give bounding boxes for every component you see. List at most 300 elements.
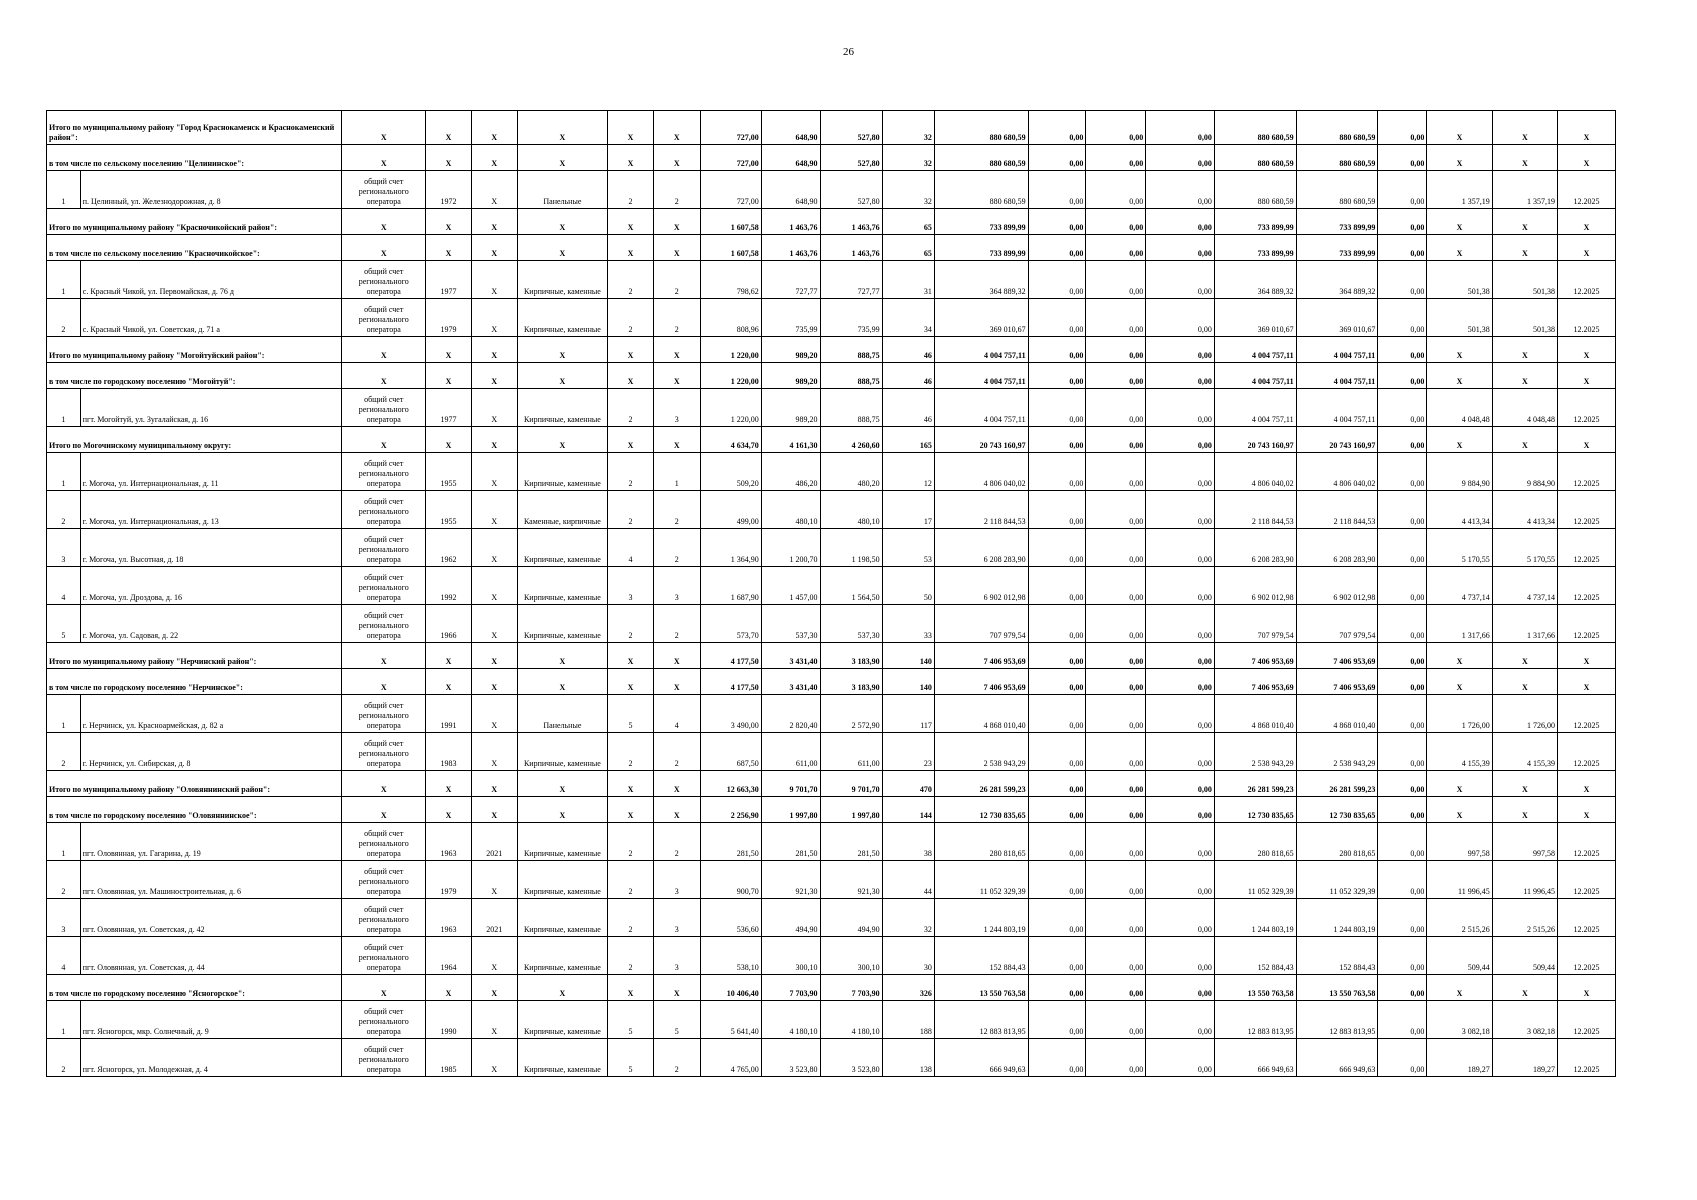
value-cell: X <box>653 643 700 669</box>
value-cell: 0,00 <box>1378 1039 1427 1077</box>
value-cell: 0,00 <box>1146 209 1215 235</box>
address-cell: г. Могоча, ул. Интернациональная, д. 13 <box>80 491 342 529</box>
value-cell: 26 281 599,23 <box>1214 771 1296 797</box>
value-cell: общий счет регионального оператора <box>342 1039 426 1077</box>
value-cell: 0,00 <box>1378 669 1427 695</box>
value-cell: 281,50 <box>761 823 820 861</box>
value-cell: X <box>342 235 426 261</box>
value-cell: 527,80 <box>820 145 882 171</box>
value-cell: X <box>608 427 654 453</box>
value-cell: 0,00 <box>1146 643 1215 669</box>
value-cell: общий счет регионального оператора <box>342 861 426 899</box>
value-cell: X <box>1492 797 1557 823</box>
value-cell: 7 406 953,69 <box>1214 669 1296 695</box>
value-cell: 0,00 <box>1146 823 1215 861</box>
value-cell: 0,00 <box>1028 389 1086 427</box>
value-cell: 4 806 040,02 <box>934 453 1028 491</box>
value-cell: 0,00 <box>1378 733 1427 771</box>
value-cell: X <box>653 427 700 453</box>
value-cell: 1 687,90 <box>700 567 761 605</box>
value-cell: X <box>471 567 517 605</box>
value-cell: 470 <box>882 771 934 797</box>
value-cell: 9 884,90 <box>1427 453 1492 491</box>
value-cell: 509,20 <box>700 453 761 491</box>
value-cell: X <box>426 975 472 1001</box>
value-cell: общий счет регионального оператора <box>342 695 426 733</box>
value-cell: 3 183,90 <box>820 643 882 669</box>
group-label: в том числе по сельскому поселению "Целининское": <box>47 145 342 171</box>
value-cell: 880 680,59 <box>1296 145 1378 171</box>
value-cell: 53 <box>882 529 934 567</box>
value-cell: X <box>426 145 472 171</box>
value-cell: 499,00 <box>700 491 761 529</box>
row-number: 2 <box>47 491 81 529</box>
value-cell: 0,00 <box>1146 733 1215 771</box>
value-cell: 0,00 <box>1028 567 1086 605</box>
value-cell: 34 <box>882 299 934 337</box>
value-cell: 140 <box>882 669 934 695</box>
value-cell: 5 <box>608 1001 654 1039</box>
value-cell: 3 431,40 <box>761 643 820 669</box>
value-cell: 4 868 010,40 <box>934 695 1028 733</box>
value-cell: 12.2025 <box>1558 1039 1616 1077</box>
value-cell: 4 004 757,11 <box>1214 363 1296 389</box>
value-cell: 33 <box>882 605 934 643</box>
value-cell: 1 457,00 <box>761 567 820 605</box>
building-row <box>47 899 1616 937</box>
value-cell: 2 <box>653 605 700 643</box>
value-cell: 0,00 <box>1146 171 1215 209</box>
value-cell: X <box>426 427 472 453</box>
value-cell: 7 406 953,69 <box>934 669 1028 695</box>
value-cell: X <box>608 337 654 363</box>
value-cell: 6 208 283,90 <box>1296 529 1378 567</box>
value-cell: X <box>342 427 426 453</box>
value-cell: 2 538 943,29 <box>1296 733 1378 771</box>
value-cell: 138 <box>882 1039 934 1077</box>
row-number: 2 <box>47 733 81 771</box>
summary-row <box>47 337 1616 363</box>
value-cell: 20 743 160,97 <box>1296 427 1378 453</box>
value-cell: 0,00 <box>1146 797 1215 823</box>
value-cell: X <box>1492 669 1557 695</box>
value-cell: 0,00 <box>1378 363 1427 389</box>
value-cell: 1 244 803,19 <box>934 899 1028 937</box>
value-cell: 2 <box>608 171 654 209</box>
value-cell: 538,10 <box>700 937 761 975</box>
value-cell: 989,20 <box>761 363 820 389</box>
value-cell: 1963 <box>426 823 472 861</box>
value-cell: 6 902 012,98 <box>934 567 1028 605</box>
value-cell: 3 082,18 <box>1492 1001 1557 1039</box>
value-cell: 733 899,99 <box>1296 209 1378 235</box>
value-cell: 5 <box>653 1001 700 1039</box>
summary-row <box>47 111 1616 145</box>
value-cell: X <box>426 235 472 261</box>
value-cell: 12.2025 <box>1558 861 1616 899</box>
value-cell: 0,00 <box>1028 427 1086 453</box>
value-cell: X <box>608 669 654 695</box>
value-cell: X <box>608 209 654 235</box>
value-cell: X <box>1427 337 1492 363</box>
value-cell: 0,00 <box>1028 899 1086 937</box>
value-cell: 480,10 <box>761 491 820 529</box>
value-cell: 20 743 160,97 <box>1214 427 1296 453</box>
value-cell: 1 200,70 <box>761 529 820 567</box>
value-cell: 0,00 <box>1028 299 1086 337</box>
row-number: 1 <box>47 171 81 209</box>
value-cell: 648,90 <box>761 145 820 171</box>
value-cell: 1 220,00 <box>700 337 761 363</box>
value-cell: общий счет регионального оператора <box>342 823 426 861</box>
value-cell: 1955 <box>426 491 472 529</box>
value-cell: Кирпичные, каменные <box>517 605 607 643</box>
value-cell: 687,50 <box>700 733 761 771</box>
value-cell: 0,00 <box>1086 733 1146 771</box>
value-cell: 12.2025 <box>1558 823 1616 861</box>
value-cell: X <box>471 299 517 337</box>
summary-row <box>47 145 1616 171</box>
value-cell: X <box>1492 427 1557 453</box>
value-cell: X <box>1492 975 1557 1001</box>
building-row <box>47 453 1616 491</box>
summary-row <box>47 771 1616 797</box>
value-cell: X <box>517 643 607 669</box>
value-cell: X <box>471 771 517 797</box>
address-cell: г. Могоча, ул. Садовая, д. 22 <box>80 605 342 643</box>
value-cell: 0,00 <box>1086 771 1146 797</box>
value-cell: 0,00 <box>1086 899 1146 937</box>
value-cell: 611,00 <box>820 733 882 771</box>
value-cell: X <box>426 111 472 145</box>
value-cell: Кирпичные, каменные <box>517 1039 607 1077</box>
value-cell: 12.2025 <box>1558 491 1616 529</box>
value-cell: 1983 <box>426 733 472 771</box>
value-cell: 152 884,43 <box>934 937 1028 975</box>
value-cell: 0,00 <box>1378 235 1427 261</box>
value-cell: 2 118 844,53 <box>934 491 1028 529</box>
value-cell: 648,90 <box>761 111 820 145</box>
value-cell: X <box>608 111 654 145</box>
value-cell: 3 082,18 <box>1427 1001 1492 1039</box>
value-cell: X <box>653 771 700 797</box>
value-cell: X <box>1558 337 1616 363</box>
value-cell: 2 <box>608 299 654 337</box>
value-cell: 26 281 599,23 <box>1296 771 1378 797</box>
value-cell: X <box>342 337 426 363</box>
value-cell: 0,00 <box>1146 669 1215 695</box>
value-cell: 0,00 <box>1378 797 1427 823</box>
row-number: 1 <box>47 389 81 427</box>
row-number: 2 <box>47 1039 81 1077</box>
value-cell: 4 004 757,11 <box>934 337 1028 363</box>
value-cell: 12 730 835,65 <box>1214 797 1296 823</box>
value-cell: 0,00 <box>1028 643 1086 669</box>
value-cell: 0,00 <box>1378 643 1427 669</box>
value-cell: 0,00 <box>1146 567 1215 605</box>
value-cell: 165 <box>882 427 934 453</box>
value-cell: X <box>608 145 654 171</box>
value-cell: 0,00 <box>1028 1001 1086 1039</box>
value-cell: 5 170,55 <box>1492 529 1557 567</box>
value-cell: 727,77 <box>820 261 882 299</box>
value-cell: 2 256,90 <box>700 797 761 823</box>
value-cell: 13 550 763,58 <box>1296 975 1378 1001</box>
value-cell: 0,00 <box>1086 337 1146 363</box>
value-cell: 0,00 <box>1028 1039 1086 1077</box>
value-cell: 0,00 <box>1146 389 1215 427</box>
value-cell: 12 883 813,95 <box>1214 1001 1296 1039</box>
value-cell: 1 463,76 <box>761 209 820 235</box>
group-label: в том числе по сельскому поселению "Красночикойское": <box>47 235 342 261</box>
value-cell: 1979 <box>426 299 472 337</box>
value-cell: X <box>471 695 517 733</box>
value-cell: X <box>608 363 654 389</box>
value-cell: 4 004 757,11 <box>1214 389 1296 427</box>
address-cell: г. Нерчинск, ул. Красноармейская, д. 82 а <box>80 695 342 733</box>
value-cell: 0,00 <box>1378 261 1427 299</box>
value-cell: 4 868 010,40 <box>1296 695 1378 733</box>
value-cell: Панельные <box>517 171 607 209</box>
value-cell: 989,20 <box>761 389 820 427</box>
value-cell: X <box>517 427 607 453</box>
value-cell: X <box>653 975 700 1001</box>
row-number: 4 <box>47 937 81 975</box>
value-cell: X <box>426 363 472 389</box>
value-cell: 17 <box>882 491 934 529</box>
value-cell: 888,75 <box>820 337 882 363</box>
row-number: 1 <box>47 823 81 861</box>
value-cell: 921,30 <box>820 861 882 899</box>
value-cell: 4 413,34 <box>1492 491 1557 529</box>
value-cell: 0,00 <box>1028 797 1086 823</box>
value-cell: 5 641,40 <box>700 1001 761 1039</box>
value-cell: 707 979,54 <box>1296 605 1378 643</box>
summary-row <box>47 235 1616 261</box>
value-cell: 4 765,00 <box>700 1039 761 1077</box>
value-cell: общий счет регионального оператора <box>342 1001 426 1039</box>
value-cell: 501,38 <box>1492 261 1557 299</box>
value-cell: X <box>342 363 426 389</box>
value-cell: X <box>471 209 517 235</box>
value-cell: 4 048,48 <box>1427 389 1492 427</box>
value-cell: 144 <box>882 797 934 823</box>
building-row <box>47 261 1616 299</box>
address-cell: с. Красный Чикой, ул. Советская, д. 71 а <box>80 299 342 337</box>
value-cell: X <box>471 643 517 669</box>
building-row <box>47 1001 1616 1039</box>
value-cell: 9 701,70 <box>761 771 820 797</box>
value-cell: 281,50 <box>700 823 761 861</box>
value-cell: 12 730 835,65 <box>1296 797 1378 823</box>
value-cell: 0,00 <box>1086 453 1146 491</box>
value-cell: 1 244 803,19 <box>1296 899 1378 937</box>
value-cell: 1992 <box>426 567 472 605</box>
value-cell: 0,00 <box>1378 111 1427 145</box>
value-cell: 0,00 <box>1378 567 1427 605</box>
value-cell: 2 820,40 <box>761 695 820 733</box>
value-cell: 4 413,34 <box>1427 491 1492 529</box>
value-cell: X <box>517 771 607 797</box>
value-cell: 2 <box>608 937 654 975</box>
value-cell: 880 680,59 <box>1214 145 1296 171</box>
value-cell: 0,00 <box>1146 453 1215 491</box>
value-cell: 0,00 <box>1086 861 1146 899</box>
value-cell: X <box>426 209 472 235</box>
value-cell: 4 737,14 <box>1427 567 1492 605</box>
value-cell: 4 004 757,11 <box>1214 337 1296 363</box>
value-cell: 2 <box>653 299 700 337</box>
value-cell: 364 889,32 <box>1296 261 1378 299</box>
address-cell: г. Могоча, ул. Дроздова, д. 16 <box>80 567 342 605</box>
value-cell: 2 <box>653 823 700 861</box>
value-cell: X <box>471 1001 517 1039</box>
value-cell: Кирпичные, каменные <box>517 453 607 491</box>
value-cell: 4 048,48 <box>1492 389 1557 427</box>
value-cell: 0,00 <box>1146 1001 1215 1039</box>
value-cell: 2 <box>608 605 654 643</box>
value-cell: 0,00 <box>1028 529 1086 567</box>
value-cell: 0,00 <box>1086 145 1146 171</box>
value-cell: 364 889,32 <box>934 261 1028 299</box>
value-cell: X <box>653 669 700 695</box>
value-cell: 2 <box>608 823 654 861</box>
value-cell: X <box>1492 235 1557 261</box>
value-cell: 4 260,60 <box>820 427 882 453</box>
value-cell: X <box>1558 209 1616 235</box>
value-cell: 46 <box>882 363 934 389</box>
value-cell: 3 <box>653 567 700 605</box>
value-cell: 0,00 <box>1378 695 1427 733</box>
value-cell: общий счет регионального оператора <box>342 491 426 529</box>
value-cell: X <box>471 975 517 1001</box>
value-cell: X <box>1427 145 1492 171</box>
value-cell: 509,44 <box>1427 937 1492 975</box>
value-cell: X <box>1427 363 1492 389</box>
value-cell: 3 490,00 <box>700 695 761 733</box>
group-label: Итого по муниципальному району "Город Краснокаменск и Краснокаменский район": <box>47 111 342 145</box>
value-cell: 0,00 <box>1146 695 1215 733</box>
value-cell: X <box>426 337 472 363</box>
group-label: в том числе по городскому поселению "Ясногорское": <box>47 975 342 1001</box>
value-cell: 12 883 813,95 <box>934 1001 1028 1039</box>
value-cell: X <box>426 669 472 695</box>
value-cell: X <box>1558 771 1616 797</box>
value-cell: Кирпичные, каменные <box>517 823 607 861</box>
value-cell: 611,00 <box>761 733 820 771</box>
value-cell: X <box>517 111 607 145</box>
value-cell: 2 515,26 <box>1492 899 1557 937</box>
value-cell: 31 <box>882 261 934 299</box>
value-cell: 6 208 283,90 <box>934 529 1028 567</box>
table-body <box>47 111 1616 1077</box>
value-cell: X <box>653 209 700 235</box>
value-cell: 65 <box>882 209 934 235</box>
value-cell: 0,00 <box>1086 937 1146 975</box>
value-cell: 0,00 <box>1378 975 1427 1001</box>
value-cell: X <box>517 797 607 823</box>
value-cell: 0,00 <box>1086 389 1146 427</box>
value-cell: 0,00 <box>1378 299 1427 337</box>
row-number: 1 <box>47 1001 81 1039</box>
value-cell: 12 883 813,95 <box>1296 1001 1378 1039</box>
address-cell: пгт. Могойтуй, ул. Зугалайская, д. 16 <box>80 389 342 427</box>
value-cell: 4 806 040,02 <box>1296 453 1378 491</box>
value-cell: 0,00 <box>1146 1039 1215 1077</box>
value-cell: 733 899,99 <box>1214 209 1296 235</box>
value-cell: общий счет регионального оператора <box>342 899 426 937</box>
value-cell: 1 317,66 <box>1492 605 1557 643</box>
value-cell: 0,00 <box>1086 975 1146 1001</box>
value-cell: 0,00 <box>1146 529 1215 567</box>
value-cell: 189,27 <box>1492 1039 1557 1077</box>
value-cell: 0,00 <box>1378 529 1427 567</box>
value-cell: X <box>471 453 517 491</box>
value-cell: 12 <box>882 453 934 491</box>
value-cell: 1 357,19 <box>1427 171 1492 209</box>
value-cell: 0,00 <box>1086 669 1146 695</box>
value-cell: 880 680,59 <box>1214 111 1296 145</box>
value-cell: 1 997,80 <box>820 797 882 823</box>
value-cell: 1 607,58 <box>700 235 761 261</box>
value-cell: 65 <box>882 235 934 261</box>
value-cell: 0,00 <box>1086 209 1146 235</box>
value-cell: Кирпичные, каменные <box>517 899 607 937</box>
value-cell: 280 818,65 <box>934 823 1028 861</box>
value-cell: 12 730 835,65 <box>934 797 1028 823</box>
group-label: Итого по Могочинскому муниципальному округу: <box>47 427 342 453</box>
value-cell: X <box>471 337 517 363</box>
value-cell: X <box>342 145 426 171</box>
value-cell: 1 220,00 <box>700 389 761 427</box>
value-cell: 7 406 953,69 <box>1214 643 1296 669</box>
value-cell: X <box>1558 427 1616 453</box>
value-cell: 2 572,90 <box>820 695 882 733</box>
value-cell: X <box>1492 111 1557 145</box>
row-number: 2 <box>47 299 81 337</box>
value-cell: 888,75 <box>820 363 882 389</box>
value-cell: 152 884,43 <box>1214 937 1296 975</box>
value-cell: 1 463,76 <box>761 235 820 261</box>
value-cell: 12.2025 <box>1558 261 1616 299</box>
value-cell: 0,00 <box>1028 145 1086 171</box>
value-cell: X <box>517 975 607 1001</box>
value-cell: 0,00 <box>1146 771 1215 797</box>
row-number: 3 <box>47 899 81 937</box>
value-cell: 7 406 953,69 <box>1296 643 1378 669</box>
value-cell: X <box>471 797 517 823</box>
value-cell: X <box>1427 669 1492 695</box>
value-cell: X <box>1558 145 1616 171</box>
value-cell: X <box>471 145 517 171</box>
value-cell: 0,00 <box>1146 861 1215 899</box>
value-cell: 11 052 329,39 <box>934 861 1028 899</box>
value-cell: 0,00 <box>1028 363 1086 389</box>
value-cell: X <box>1427 975 1492 1001</box>
value-cell: 7 406 953,69 <box>934 643 1028 669</box>
value-cell: 1972 <box>426 171 472 209</box>
value-cell: 0,00 <box>1146 235 1215 261</box>
value-cell: 4 004 757,11 <box>934 363 1028 389</box>
value-cell: 2 <box>653 733 700 771</box>
value-cell: 3 <box>608 567 654 605</box>
value-cell: X <box>1427 643 1492 669</box>
row-number: 2 <box>47 861 81 899</box>
value-cell: X <box>1427 427 1492 453</box>
value-cell: 2021 <box>471 899 517 937</box>
value-cell: 0,00 <box>1028 669 1086 695</box>
value-cell: X <box>426 771 472 797</box>
